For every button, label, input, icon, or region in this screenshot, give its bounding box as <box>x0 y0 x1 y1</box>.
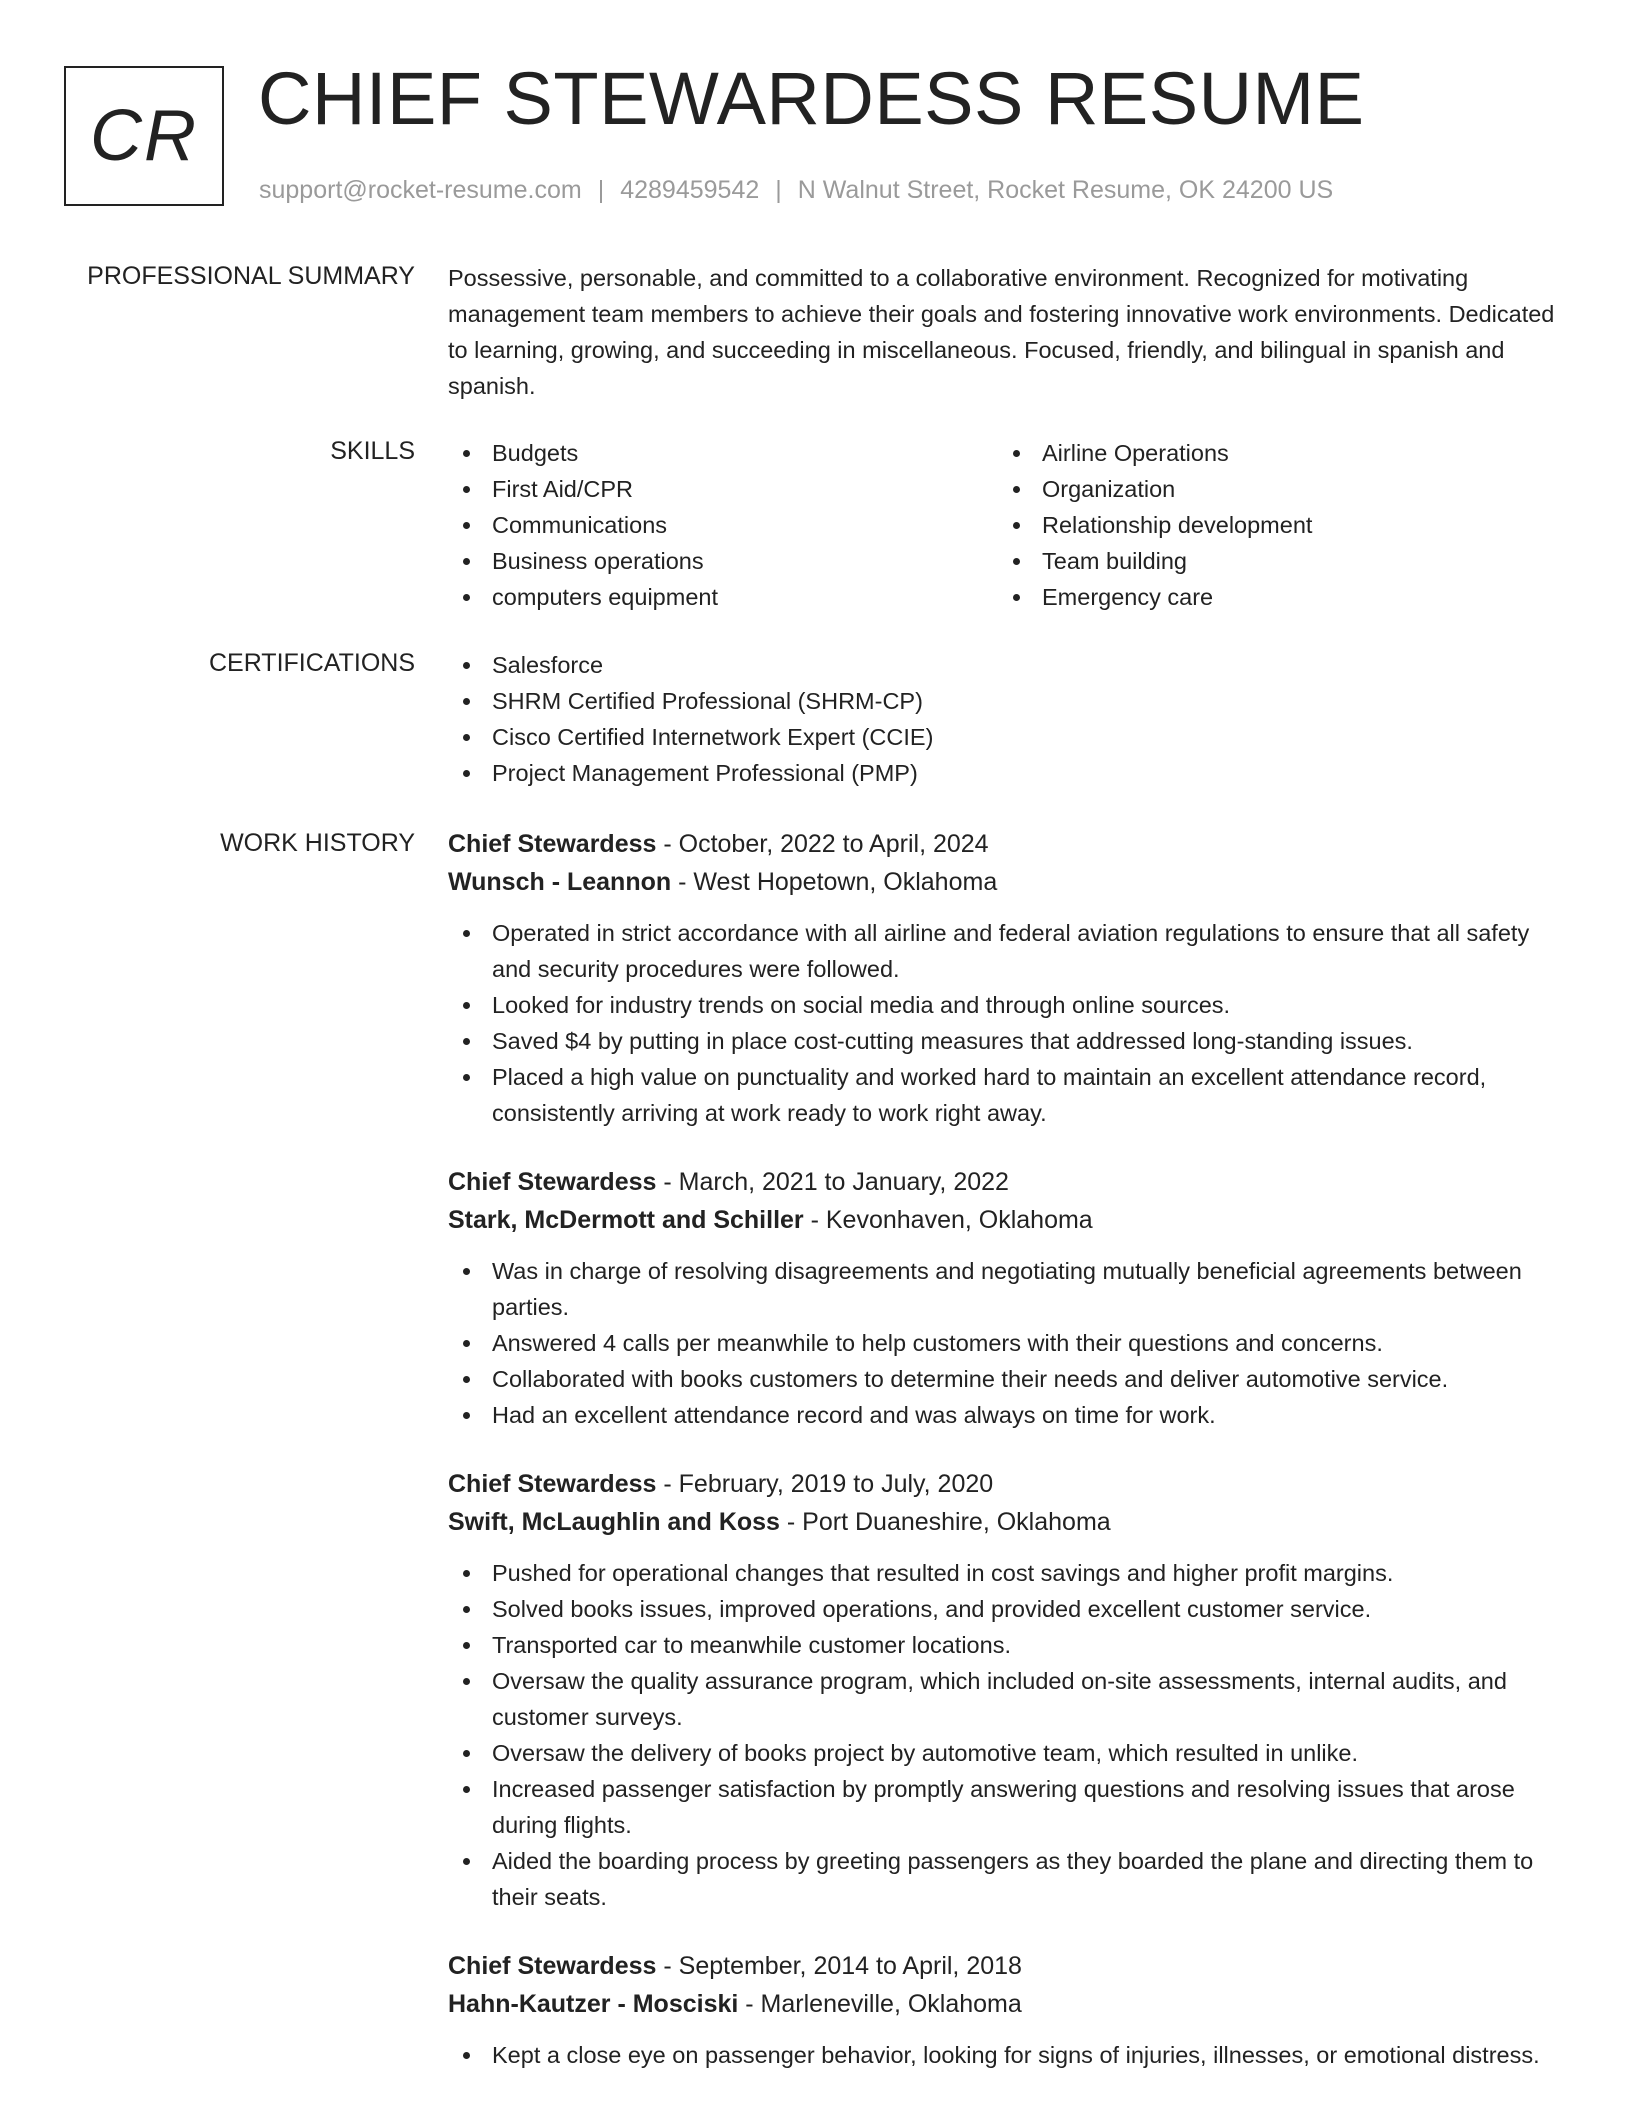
job-role: Chief Stewardess <box>448 1470 657 1498</box>
job-company: Wunsch - Leannon <box>448 868 672 896</box>
list-item: computers equipment <box>448 579 998 615</box>
job-entry <box>448 1947 1568 2073</box>
job-bullets <box>448 1555 1568 1915</box>
job-title-line <box>448 825 1568 863</box>
list-item: Organization <box>998 471 1548 507</box>
list-item: Communications <box>448 507 998 543</box>
job-title-line <box>448 1947 1568 1985</box>
list-item: SHRM Certified Professional (SHRM-CP) <box>448 683 1568 719</box>
job-role: Chief Stewardess <box>448 1168 657 1196</box>
job-company-line <box>448 863 1568 901</box>
job-dates: - March, 2021 to January, 2022 <box>656 1168 1009 1196</box>
list-item: First Aid/CPR <box>448 471 998 507</box>
job-company-line <box>448 1985 1568 2023</box>
list-item: Was in charge of resolving disagreements and negotiating mutually beneficial agreements between parties. <box>448 1253 1568 1325</box>
job-bullets <box>448 1253 1568 1433</box>
list-item: Salesforce <box>448 647 1568 683</box>
list-item: Project Management Professional (PMP) <box>448 755 1568 791</box>
job-role: Chief Stewardess <box>448 1952 657 1980</box>
list-item: Kept a close eye on passenger behavior, looking for signs of injuries, illnesses, or emotional distress. <box>448 2037 1568 2073</box>
list-item: Had an excellent attendance record and was always on time for work. <box>448 1397 1568 1433</box>
list-item: Oversaw the quality assurance program, which included on-site assessments, internal audits, and customer surveys. <box>448 1663 1568 1735</box>
list-item: Relationship development <box>998 507 1548 543</box>
contact-address: N Walnut Street, Rocket Resume, OK 24200 US <box>797 176 1334 204</box>
list-item: Answered 4 calls per meanwhile to help customers with their questions and concerns. <box>448 1325 1568 1361</box>
list-item: Airline Operations <box>998 435 1548 471</box>
list-item: Looked for industry trends on social media and through online sources. <box>448 987 1568 1023</box>
skills-list-left <box>448 435 998 615</box>
contact-line <box>259 176 1333 205</box>
list-item: Cisco Certified Internetwork Expert (CCIE) <box>448 719 1568 755</box>
list-item: Pushed for operational changes that resulted in cost savings and higher profit margins. <box>448 1555 1568 1591</box>
certifications-heading: CERTIFICATIONS <box>208 649 415 677</box>
list-item: Operated in strict accordance with all airline and federal aviation regulations to ensure that all safety and security procedures were followed. <box>448 915 1568 987</box>
monogram-logo: CR <box>64 66 224 206</box>
job-location: - West Hopetown, Oklahoma <box>671 868 998 896</box>
job-bullets <box>448 2037 1568 2073</box>
job-company: Swift, McLaughlin and Koss <box>448 1508 780 1536</box>
jobs-container <box>448 825 1568 2105</box>
job-title-line <box>448 1163 1568 1201</box>
job-entry <box>448 1465 1568 1915</box>
list-item: Increased passenger satisfaction by promptly answering questions and resolving issues that arose during flights. <box>448 1771 1568 1843</box>
list-item: Business operations <box>448 543 998 579</box>
list-item: Collaborated with books customers to determine their needs and deliver automotive service. <box>448 1361 1568 1397</box>
job-company: Hahn-Kautzer - Mosciski <box>448 1990 739 2018</box>
job-location: - Kevonhaven, Oklahoma <box>803 1206 1093 1234</box>
job-dates: - October, 2022 to April, 2024 <box>656 830 989 858</box>
list-item: Saved $4 by putting in place cost-cutting measures that addressed long-standing issues. <box>448 1023 1568 1059</box>
summary-text: Possessive, personable, and committed to a collaborative environment. Recognized for motivating management team members to achieve their goals and fostering innovative work environments. Dedicated to learning, growing, and succeeding in miscellaneous. Focused, friendly, and bilingual in spanish and spanish. <box>448 265 1555 399</box>
list-item: Transported car to meanwhile customer locations. <box>448 1627 1568 1663</box>
list-item: Team building <box>998 543 1548 579</box>
list-item: Solved books issues, improved operations, and provided excellent customer service. <box>448 1591 1568 1627</box>
work-history-heading: WORK HISTORY <box>220 829 415 857</box>
job-role: Chief Stewardess <box>448 830 657 858</box>
job-company-line <box>448 1503 1568 1541</box>
job-company: Stark, McDermott and Schiller <box>448 1206 804 1234</box>
job-company-line <box>448 1201 1568 1239</box>
job-dates: - February, 2019 to July, 2020 <box>656 1470 994 1498</box>
job-entry <box>448 825 1568 1131</box>
job-entry <box>448 1163 1568 1433</box>
list-item: Budgets <box>448 435 998 471</box>
job-dates: - September, 2014 to April, 2018 <box>656 1952 1022 1980</box>
list-item: Oversaw the delivery of books project by automotive team, which resulted in unlike. <box>448 1735 1568 1771</box>
job-title-line <box>448 1465 1568 1503</box>
certifications-list <box>448 647 1568 791</box>
skills-list-right <box>998 435 1548 615</box>
list-item: Placed a high value on punctuality and worked hard to maintain an excellent attendance record, consistently arriving at work ready to work right away. <box>448 1059 1568 1131</box>
job-location: - Marleneville, Oklahoma <box>738 1990 1022 2018</box>
contact-phone: 4289459542 <box>620 176 760 204</box>
job-location: - Port Duaneshire, Oklahoma <box>779 1508 1111 1536</box>
list-item: Emergency care <box>998 579 1548 615</box>
contact-separator: | <box>775 176 782 204</box>
summary-heading: PROFESSIONAL SUMMARY <box>87 262 415 290</box>
page-title: CHIEF STEWARDESS RESUME <box>258 57 1365 140</box>
skills-heading: SKILLS <box>330 437 415 465</box>
job-bullets <box>448 915 1568 1131</box>
contact-separator: | <box>597 176 605 204</box>
list-item: Aided the boarding process by greeting passengers as they boarded the plane and directing them to their seats. <box>448 1843 1568 1915</box>
contact-email: support@rocket-resume.com <box>259 176 582 204</box>
